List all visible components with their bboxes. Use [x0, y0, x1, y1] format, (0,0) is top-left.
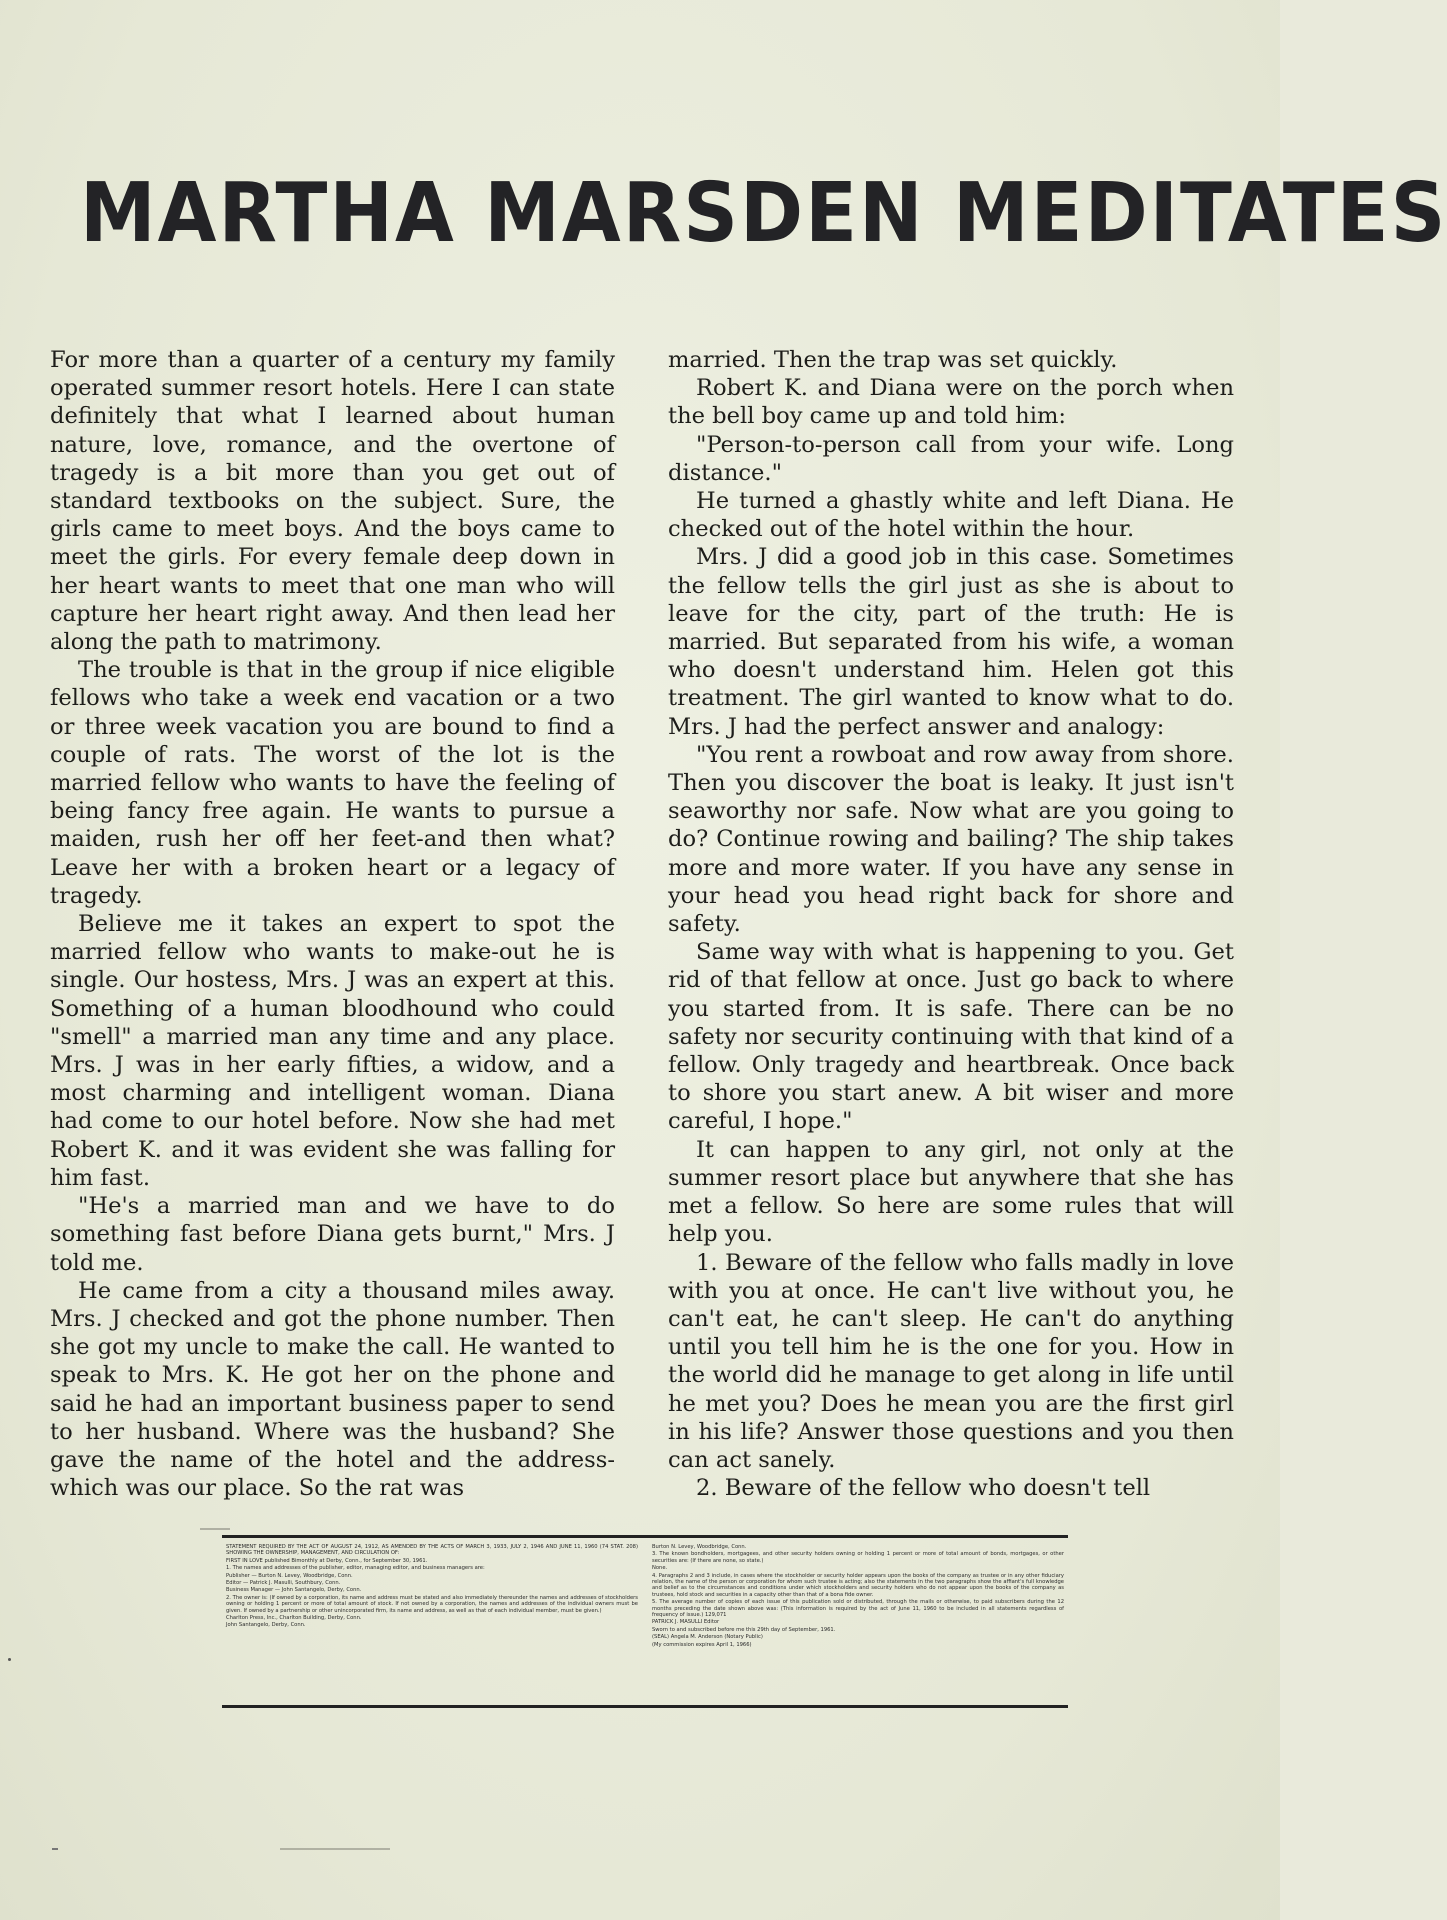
statement-line: 3. The known bondholders, mortgagees, and other security holders owning or holding 1 percent or more of total amount of bonds, mortgages, or other securities are: (If there are none, so state.) — [652, 1551, 1064, 1564]
article-paragraph: The trouble is that in the group if nice eligible fellows who take a week end vacation or a two or three week vacation you are bound to find a couple of rats. The worst of the lot is the married fellow who wants to have the feeling of being fancy free again. He wants to pursue a maiden, rush her off her feet-and then what? Leave her with a broken heart or a legacy of tragedy. — [50, 657, 615, 909]
page-title: MARTHA MARSDEN MEDITATES — [80, 164, 1447, 261]
article-paragraph: Same way with what is happening to you. Get rid of that fellow at once. Just go back to where you started from. It is safe. There can be no safety nor security continuing with that kind of a fellow. Only tragedy and heartbreak. Once back to shore you start anew. A bit wiser and more careful, I hope." — [668, 939, 1234, 1135]
statement-line: 4. Paragraphs 2 and 3 include, in cases where the stockholder or security holder appears upon the books of the company as trustee or in any other fiduciary relation, the name of the person or corporation for whom such trustee is acting; also the statements in the two paragraphs show the affiant's full knowledge and belief as to the circumstances and conditions under which stockholders and security holders who do not appear upon the books of the company as trustees, hold stock and securities in a capacity other than that of a bona fide owner. — [652, 1572, 1064, 1598]
statement-line: Business Manager — John Santangelo, Derby, Conn. — [226, 1587, 362, 1594]
statement-line: John Santangelo, Derby, Conn. — [226, 1622, 306, 1629]
article-paragraph: "He's a married man and we have to do something fast before Diana gets burnt," Mrs. J told me. — [50, 1193, 615, 1276]
statement-line: Burton N. Levey, Woodbridge, Conn. — [652, 1544, 747, 1550]
statement-line: None. — [652, 1565, 668, 1572]
article-left-column — [50, 346, 615, 1502]
ownership-statement-left — [226, 1544, 638, 1699]
print-smudge — [280, 1848, 390, 1850]
print-smudge — [200, 1528, 230, 1530]
statement-line: PATRICK J. MASULLI Editor — [652, 1619, 720, 1626]
statement-line: FIRST IN LOVE published Bimonthly at Derby, Conn., for September 30, 1961. — [226, 1557, 428, 1564]
article-paragraph: "Person-to-person call from your wife. Long distance." — [668, 431, 1234, 486]
statement-line: Sworn to and subscribed before me this 29th day of September, 1961. — [652, 1626, 836, 1633]
statement-line: (SEAL) Angela M. Anderson (Notary Public) — [652, 1634, 763, 1641]
print-speck — [8, 1658, 11, 1661]
article-paragraph: It can happen to any girl, not only at the summer resort place but anywhere that she has met a fellow. So here are some rules that will help you. — [668, 1136, 1234, 1248]
statement-line: Publisher — Burton N. Levey, Woodbridge, Conn. — [226, 1572, 353, 1579]
article-paragraph: He came from a city a thousand miles away. Mrs. J checked and got the phone number. Then she got my uncle to make the call. He wanted to speak to Mrs. K. He got her on the phone and said he had an important business paper to send to her husband. Where was the husband? She gave the name of the hotel and the address-which was our place. So the rat was — [50, 1277, 615, 1502]
statement-line: Editor — Patrick J. Masulli, Southbury, Conn. — [226, 1580, 341, 1587]
statement-line: 5. The average number of copies of each issue of this publication sold or distributed, through the mails or otherwise, to paid subscribers during the 12 months preceding the date shown above was: (This information is required by the act of June 11, 1960 to be included in all statements regardless of frequency of issue.) 129,071 — [652, 1599, 1064, 1619]
article-paragraph: He turned a ghastly white and left Diana. He checked out of the hotel within the hour. — [668, 488, 1234, 543]
ownership-statement-right — [652, 1544, 1064, 1699]
article-paragraph: "You rent a rowboat and row away from shore. Then you discover the boat is leaky. It just isn't seaworthy nor safe. Now what are you going to do? Continue rowing and bailing? The ship takes more and more water. If you have any sense in your head you head right back for shore and safety. — [668, 741, 1234, 938]
article-paragraph: Believe me it takes an expert to spot the married fellow who wants to make-out he is single. Our hostess, Mrs. J was an expert at this. Something of a human bloodhound who could "smell" a married man any time and any place. Mrs. J was in her early fifties, a widow, and a most charming and intelligent woman. Diana had come to our hotel before. Now she had met Robert K. and it was evident she was falling for him fast. — [50, 911, 615, 1191]
article-paragraph: 1. Beware of the fellow who falls madly in love with you at once. He can't live without you, he can't eat, he can't sleep. He can't do anything until you tell him he is the one for you. How in the world did he manage to get along in life until he met you? Does he mean you are the first girl in his life? Answer those questions and you then can act sanely. — [668, 1249, 1234, 1473]
print-speck — [52, 1848, 58, 1850]
statement-line: (My commission expires April 1, 1966) — [652, 1641, 752, 1648]
statement-line: 1. The names and addresses of the publisher, editor, managing editor, and business managers are: — [226, 1565, 485, 1572]
article-paragraph: Mrs. J did a good job in this case. Sometimes the fellow tells the girl just as she is about to leave for the city, part of the truth: He is married. But separated from his wife, a woman who doesn't understand him. Helen got this treatment. The girl wanted to know what to do. Mrs. J had the perfect answer and analogy: — [668, 544, 1234, 740]
article-paragraph: For more than a quarter of a century my family operated summer resort hotels. Here I can state definitely that what I learned about human nature, love, romance, and the overtone of tragedy is a bit more than you get out of standard textbooks on the subject. Sure, the girls came to meet boys. And the boys came to meet the girls. For every female deep down in her heart wants to meet that one man who will capture her heart right away. And then lead her along the path to matrimony. — [50, 347, 615, 656]
statement-line: 2. The owner is: (If owned by a corporation, its name and address must be stated and also immediately thereunder the names and addresses of stockholders owning or holding 1 percent or more of total amount of stock. If not owned by a corporation, the names and addresses of the individual owners must be given. If owned by a partnership or other unincorporated firm, its name and address, as well as that of each individual member, must be given.) — [226, 1594, 638, 1614]
statement-line: Charlton Press, Inc., Charlton Building, Derby, Conn. — [226, 1615, 362, 1622]
article-right-column — [668, 346, 1234, 1502]
statement-line: STATEMENT REQUIRED BY THE ACT OF AUGUST 24, 1912, AS AMENDED BY THE ACTS OF MARCH 3, 1933, JULY 2, 1946 AND JUNE 11, 1960 (74 STAT. 208) SHOWING THE OWNERSHIP, MANAGEMENT, AND CIRCULATION OF: — [226, 1544, 638, 1557]
article-paragraph: married. Then the trap was set quickly. — [668, 347, 1118, 373]
ownership-statement — [222, 1535, 1068, 1708]
article-paragraph: 2. Beware of the fellow who doesn't tell — [696, 1475, 1151, 1502]
article-paragraph: Robert K. and Diana were on the porch when the bell boy came up and told him: — [668, 375, 1234, 430]
